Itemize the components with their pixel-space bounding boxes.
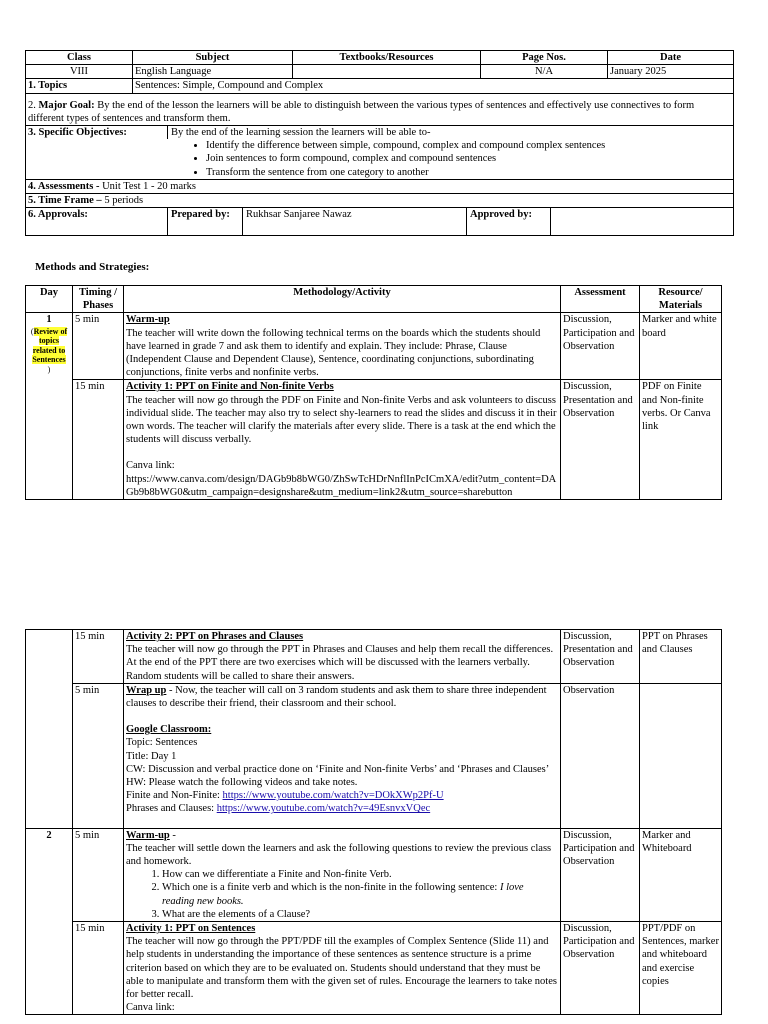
objectives-body: [168, 126, 733, 139]
page-nos-value: N/A: [481, 65, 608, 79]
finite-video-label: Finite and Non-Finite:: [126, 790, 223, 802]
activity-text: The teacher will now go through the PPT/PDF till the examples of Complex Sentence (Slide 11) and help students in understanding the importance of these sentences as sentence structure is a prime criterion based on which they are to be evaluated on. Students should understand that they must be able to manipulate and transform them with the given set of rules. Encourage the learners to take notes for better recall.: [126, 936, 557, 1001]
assessment-cell: Observation: [561, 683, 640, 828]
prepared-by-value: Rukhsar Sanjaree Nawaz: [243, 208, 467, 235]
activity-title: Warm-up: [126, 829, 170, 841]
activity-title: Activity 1: PPT on Sentences: [126, 923, 256, 935]
title-suffix: -: [169, 829, 176, 841]
timing-cell: 5 min: [73, 683, 124, 828]
activity-title: Activity 1: PPT on Finite and Non-finite Verbs: [126, 381, 334, 393]
resource-cell: PPT on Phrases and Clauses: [640, 630, 722, 684]
methodology-cell: [124, 828, 561, 921]
resource-cell: PDF on Finite and Non-finite verbs. Or Canva link: [640, 380, 722, 500]
objectives-intro: By the end of the learning session the learners will be able to-: [171, 127, 431, 139]
table-row: [26, 922, 722, 1015]
approvals-label: 6. Approvals:: [26, 208, 168, 235]
day-1-cell: [26, 313, 73, 500]
gc-homework: HW: Please watch the following videos and take notes.: [126, 777, 358, 789]
timing-cell: 15 min: [73, 380, 124, 500]
day-1-note: Review of topics related to Sentences: [32, 326, 68, 365]
header-methodology: Methodology/Activity: [124, 286, 561, 313]
wrapup-paragraph: [126, 684, 558, 710]
assessment-cell: Discussion, Presentation and Observation: [561, 630, 640, 684]
methodology-cell: [124, 313, 561, 380]
activity-text: The teacher will now go through the PDF on Finite and Non-finite Verbs and ask volunteers to discuss individual slide. The teacher may also try to select shy-learners to read the slides and discuss it in their own words. The teacher will clarify the materials after every slide. There is a task at the end which the students will discuss verbally.: [126, 394, 557, 446]
col-class: Class: [26, 51, 133, 65]
col-page-nos: Page Nos.: [481, 51, 608, 65]
objective-item: • Transform the sentence from one category to another: [206, 166, 733, 179]
resource-cell: Marker and Whiteboard: [640, 828, 722, 921]
phrases-video-label: Phrases and Clauses:: [126, 803, 217, 815]
day-note-open: (: [30, 326, 34, 336]
major-goal-text: By the end of the lesson the learners will be able to distinguish between the various types of sentences and effectively use connectives to form different types of sentences and transform them.: [28, 99, 695, 124]
methods-table: [25, 285, 722, 500]
canva-link[interactable]: https://www.canva.com/design/DAGb9b8bWG0/ZhSwTcHDrNnflInPcICmXA/edit?utm_content=DAGb9b8bWG0&utm_campaign=designshare&utm_medium=link2&utm_source=sharebutton: [126, 473, 557, 498]
major-goal-label: Major Goal:: [38, 99, 95, 111]
assessments-value: Unit Test 1 - 20 marks: [102, 180, 196, 192]
header-columns-row: [26, 51, 734, 65]
objectives-label: 3. Specific Objectives:: [26, 126, 168, 139]
objective-item: • Join sentences to form compound, complex and compound sentences: [206, 152, 733, 165]
time-frame-value: 5 periods: [104, 195, 144, 207]
objectives-cell: [26, 126, 734, 180]
timing-cell: 15 min: [73, 922, 124, 1015]
assessments-label: 4. Assessments -: [28, 180, 100, 192]
question-example: I love reading new books.: [162, 882, 524, 907]
assessments-cell: [26, 179, 734, 193]
phrases-video-line: [126, 802, 558, 815]
canva-label: Canva link:: [126, 1002, 175, 1014]
methodology-cell: [124, 683, 561, 828]
table-row: [26, 630, 722, 684]
day-2-cell: [26, 828, 73, 1015]
methods-table-continued: [25, 629, 722, 1015]
header-values-row: [26, 65, 734, 79]
major-goal-cell: [26, 93, 734, 125]
methods-heading: Methods and Strategies:: [35, 261, 150, 273]
lesson-header-table: [25, 50, 734, 236]
assessments-row: [26, 179, 734, 193]
day-number: 1: [46, 314, 52, 326]
approved-by-value: [551, 208, 733, 235]
header-resource: Resource/ Materials: [640, 286, 722, 313]
date-value: January 2025: [608, 65, 734, 79]
day-number: 2: [46, 829, 52, 841]
timing-cell: 15 min: [73, 630, 124, 684]
prepared-by-label: Prepared by:: [168, 208, 243, 235]
gc-classwork: CW: Discussion and verbal practice done on ‘Finite and Non-finite Verbs’ and ‘Phrases and Clauses’: [126, 763, 550, 775]
activity-text: The teacher will now go through the PPT in Phrases and Clauses and help them recall the differences. At the end of the PPT there are two exercises which will be discussed with the learners verbally. Random students will be called to share their answers.: [126, 644, 554, 682]
methodology-cell: [124, 630, 561, 684]
objectives-row: [26, 126, 734, 180]
warmup-title-line: [126, 829, 558, 842]
assessment-cell: Discussion, Participation and Observation: [561, 828, 640, 921]
canva-label: Canva link:: [126, 460, 175, 472]
class-value: VIII: [26, 65, 133, 79]
question-text: Which one is a finite verb and which is the non-finite in the following sentence:: [162, 882, 500, 894]
table-row: [26, 828, 722, 921]
activity-text: The teacher will settle down the learners and ask the following questions to review the previous class and homework.: [126, 842, 552, 868]
question-item: [162, 881, 558, 907]
approvals-cell: [26, 208, 734, 236]
gc-title-line: Title: Day 1: [126, 750, 177, 762]
header-assessment: Assessment: [561, 286, 640, 313]
header-timing: Timing / Phases: [73, 286, 124, 313]
activity-title: Activity 2: PPT on Phrases and Clauses: [126, 631, 304, 642]
table-row: [26, 683, 722, 828]
finite-video-line: [126, 789, 558, 802]
topics-label: 1. Topics: [26, 79, 133, 93]
phrases-video-link[interactable]: https://www.youtube.com/watch?v=49EsnvxVQec: [216, 803, 431, 815]
activity-title: Warm-up: [126, 314, 170, 326]
col-date: Date: [608, 51, 734, 65]
assessment-cell: Discussion, Participation and Observation: [561, 922, 640, 1015]
methodology-cell: [124, 380, 561, 500]
topics-value: Sentences: Simple, Compound and Complex: [133, 79, 734, 93]
methodology-cell: [124, 922, 561, 1015]
textbooks-value: [293, 65, 481, 79]
finite-video-link[interactable]: https://www.youtube.com/watch?v=DOkXWp2Pf-U: [222, 790, 444, 802]
timing-cell: 5 min: [73, 828, 124, 921]
timing-cell: 5 min: [73, 313, 124, 380]
approvals-row: [26, 208, 734, 236]
objective-item: • Identify the difference between simple, compound, complex and compound complex sentences: [206, 139, 733, 152]
activity-text: - Now, the teacher will call on 3 random students and ask them to share three independent clauses to describe their friend, their classroom and their school.: [126, 684, 547, 710]
col-textbooks: Textbooks/Resources: [293, 51, 481, 65]
review-questions: [126, 868, 558, 921]
objectives-list: [26, 139, 733, 179]
col-subject: Subject: [133, 51, 293, 65]
day-cell-empty: [26, 630, 73, 829]
time-frame-cell: [26, 194, 734, 208]
major-goal-row: [26, 93, 734, 125]
activity-title: Wrap up: [126, 684, 167, 696]
header-day: Day: [26, 286, 73, 313]
subject-value: English Language: [133, 65, 293, 79]
time-frame-row: [26, 194, 734, 208]
approved-by-label: Approved by:: [467, 208, 551, 235]
time-frame-label: 5. Time Frame –: [28, 195, 102, 207]
activity-text: The teacher will write down the following technical terms on the boards which the students should have learned in grade 7 and ask them to identify and explain. They include: Phrase, Clause (Independent Clause and Dependent Clause), Sentence, coordinating conjunctions, subordinating conjunctions, finite verbs and nonfinite verbs.: [126, 327, 541, 379]
question-item: 1. How can we differentiate a Finite and Non-finite Verb.: [162, 868, 558, 881]
day-note-close: ): [47, 364, 51, 374]
google-classroom-title: Google Classroom:: [126, 724, 212, 736]
assessment-cell: Discussion, Participation and Observation: [561, 313, 640, 380]
assessment-cell: Discussion, Presentation and Observation: [561, 380, 640, 500]
methods-header-row: [26, 286, 722, 313]
major-goal-num: 2.: [28, 99, 36, 111]
resource-cell: [640, 683, 722, 828]
table-row: [26, 313, 722, 380]
topics-row: [26, 79, 734, 93]
resource-cell: Marker and white board: [640, 313, 722, 380]
gc-topic: Topic: Sentences: [126, 737, 198, 749]
table-row: [26, 380, 722, 500]
question-item: 3. What are the elements of a Clause?: [162, 908, 558, 921]
resource-cell: PPT/PDF on Sentences, marker and whiteboard and exercise copies: [640, 922, 722, 1015]
